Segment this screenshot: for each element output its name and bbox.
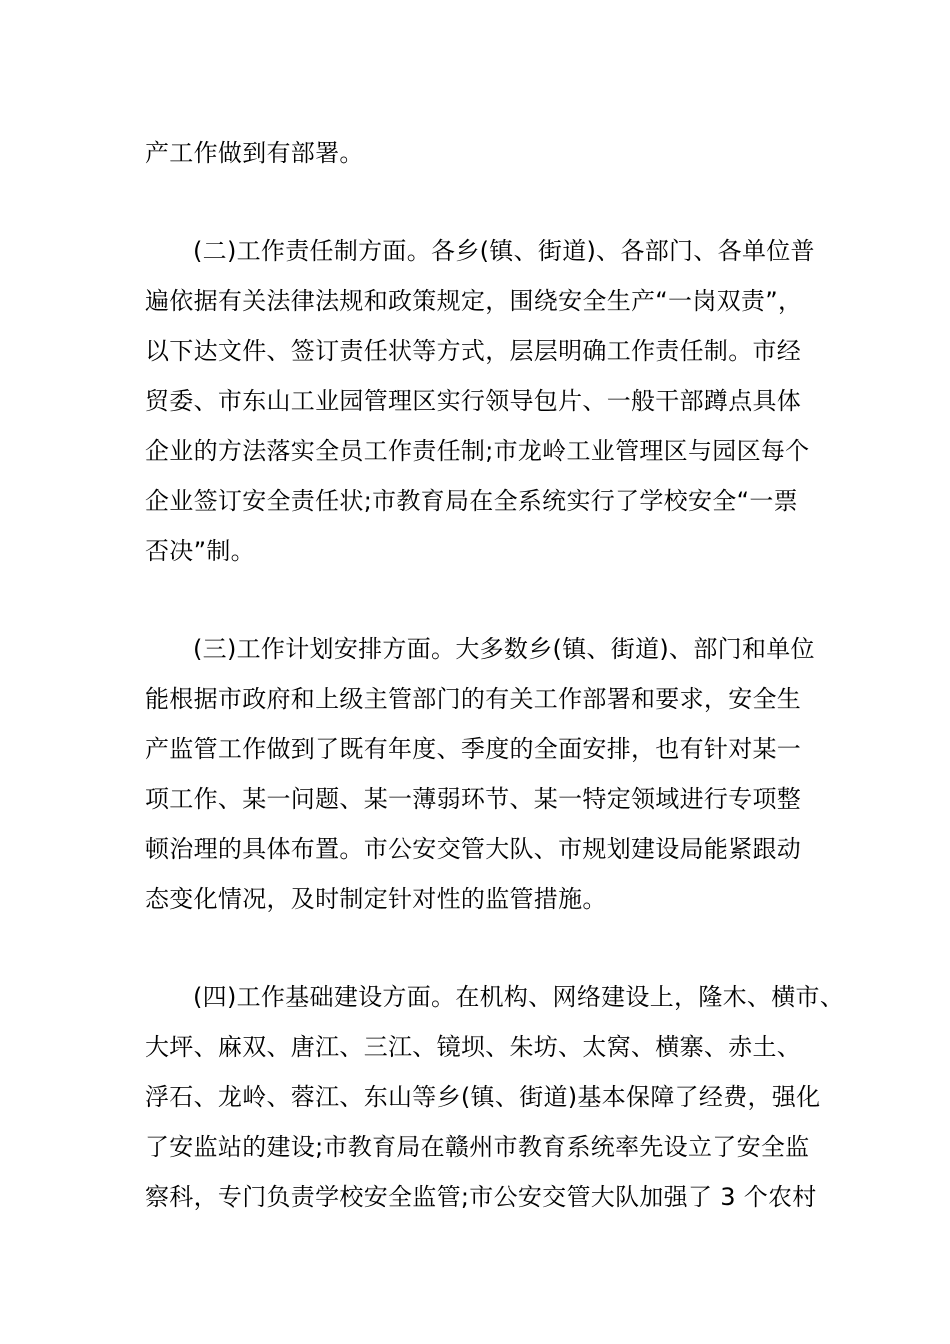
paragraph-3-line-2: 能根据市政府和上级主管部门的有关工作部署和要求，安全生 xyxy=(145,685,802,713)
paragraph-3-line-1: (三)工作计划安排方面。大多数乡(镇、街道)、部门和单位 xyxy=(193,635,815,663)
paragraph-2-line-7: 否决”制。 xyxy=(145,537,255,565)
paragraph-3-line-6: 态变化情况，及时制定针对性的监管措施。 xyxy=(145,885,607,913)
paragraph-1-line-1: 产工作做到有部署。 xyxy=(145,139,364,167)
paragraph-4-line-3: 浮石、龙岭、蓉江、东山等乡(镇、街道)基本保障了经费，强化 xyxy=(145,1083,821,1111)
paragraph-3-line-3: 产监管工作做到了既有年度、季度的全面安排，也有针对某一 xyxy=(145,735,802,763)
paragraph-2-line-5: 企业的方法落实全员工作责任制;市龙岭工业管理区与园区每个 xyxy=(145,437,810,465)
paragraph-4-line-4: 了安监站的建设;市教育局在赣州市教育系统率先设立了安全监 xyxy=(145,1133,810,1161)
paragraph-4-line-5: 察科，专门负责学校安全监管;市公安交管大队加强了 3 个农村 xyxy=(145,1183,817,1211)
paragraph-2-line-4: 贸委、市东山工业园管理区实行领导包片、一般干部蹲点具体 xyxy=(145,387,802,415)
paragraph-2-line-6: 企业签订安全责任状;市教育局在全系统实行了学校安全“一票 xyxy=(145,487,798,515)
paragraph-4-line-1: (四)工作基础建设方面。在机构、网络建设上，隆木、横市、 xyxy=(193,983,845,1011)
paragraph-4-line-2: 大坪、麻双、唐江、三江、镜坝、朱坊、太窝、横寨、赤土、 xyxy=(145,1033,802,1061)
paragraph-2-line-1: (二)工作责任制方面。各乡(镇、街道)、各部门、各单位普 xyxy=(193,237,815,265)
paragraph-3-line-5: 顿治理的具体布置。市公安交管大队、市规划建设局能紧跟动 xyxy=(145,835,802,863)
paragraph-3-line-4: 项工作、某一问题、某一薄弱环节、某一特定领域进行专项整 xyxy=(145,785,802,813)
paragraph-2-line-2: 遍依据有关法律法规和政策规定，围绕安全生产“一岗双责”， xyxy=(145,287,803,315)
paragraph-2-line-3: 以下达文件、签订责任状等方式，层层明确工作责任制。市经 xyxy=(145,337,802,365)
